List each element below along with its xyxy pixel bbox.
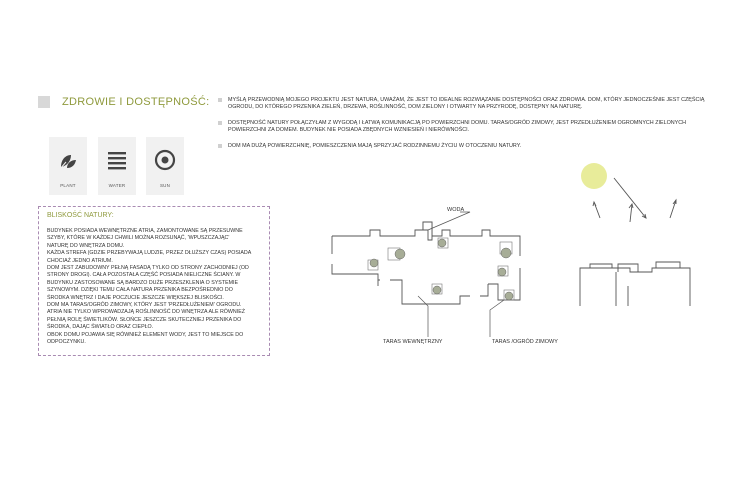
sun-circle-icon [154,149,176,171]
inner-terrace-label: TARAS WEWNĘTRZNY [383,339,443,345]
leaf-icon [57,149,79,171]
plant-card [49,137,87,195]
plant-label: PLANT [60,183,76,188]
water-lines-icon [106,149,128,171]
intro-paragraph-1: MYŚLĄ PRZEWODNIĄ MOJEGO PROJEKTU JEST NATURA, UWAŻAM, ŻE JEST TO IDEALNE ROZWIĄZANIE DOSTĘPNOŚCI ORAZ ZDROWIA. DOM, KTÓRY JEDNOCZEŚNIE JEST CZĘŚCIĄ OGRODU, DO KTÓREGO PRZENIKA ZIELEŃ, DRZEWA, ROŚLINNOŚĆ, DOM ZIELONY I OTWARTY NA PRZYRODĘ, DOSTĘPNY NA NATURĘ. [218,97,706,111]
sun-disc [581,163,607,189]
water-label-text: WODA [447,207,465,213]
sun-card [146,137,184,195]
water-card [98,137,136,195]
building-section [580,262,690,306]
sun-rays [593,178,676,222]
plan-atria [368,238,514,300]
intro-paragraph-2: DOSTĘPNOŚĆ NATURY POŁĄCZYŁAM Z WYGODĄ I ŁATWĄ KOMUNIKACJĄ PO POWIERZCHNI DOMU. TARAS/OGRÓD ZIMOWY, JEST PRZEDŁUŻENIEM OGROMNYCH ZIELONYCH POWIERZCHNI ZA DOMEM. BUDYNEK NIE POSIADA ZBĘDNYCH WZNIESIEŃ I NIERÓWNOŚCI. [218,120,706,134]
sun-label: SUN [159,183,171,188]
bullet-square-icon [218,144,222,148]
water-label: WATER [108,183,126,188]
section-heading [38,96,209,108]
winter-garden-label: TARAS /OGRÓD ZIMOWY [492,339,558,345]
plan-walls [332,222,520,304]
section-sun-diagram [570,156,700,316]
floor-plan [320,200,540,360]
bullet-square-icon [218,98,222,102]
bullet-square-icon [218,121,222,125]
heading-square-icon [38,96,50,108]
nature-proximity-text: BUDYNEK POSIADA WEWNĘTRZNE ATRIA, ZAMONTOWANE SĄ PRZESUWNE SZYBY, KTÓRE W KAŻDEJ CHWILI MOŻNA ROZSUNĄĆ, 'WPUSZCZAJĄC' NATURĘ DO WNĘTRZA DOMU. KAŻDA STREFA (GDZIE PRZEBYWAJĄ LUDZIE, PRZEZ DŁUŻSZY CZAS) POSIADA CHOCIAŻ JEDNO ATRIUM. DOM JEST ZABUDOWNY PEŁNĄ FASADĄ TYLKO OD STRONY ZACHODNIEJ (OD STRONY DROGI). CAŁA POZOSTAŁA CZĘŚĆ POSIADA NIELICZNE ŚCIANY. W BUDYNKU ZASTOSOWANE SĄ BARDZO DUŻE PRZESZKLENIA O SYSTEMIE SZYNOWYM. DZIĘKI TEMU CAŁA NATURA PRZENIKA BEZPOŚREDNIO DO ŚRODKA WNĘTRZ I DAJE POCZUCIE JESZCZE WIĘKSZEJ BLISKOŚCI. DOM MA TARAS/OGRÓD ZIMOWY, KTÓRY JEST 'PRZEDŁUŻENIEM' OGRODU. ATRIA NIE TYLKO WPROWADZAJĄ ROŚLINNOŚĆ DO WNĘTRZA ALE RÓWNIEŻ PEŁNIĄ ROLĘ ŚWIETLIKÓW. SŁOŃCE JESZCZE SKUTECZNIEJ PRZENIKA DO ŚRODKA, DAJĄC ŚWIATŁO ORAZ CIEPŁO. OBOK DOMU POJAWIA SIĘ RÓWNIEŻ ELEMENT WODY, JEST TO MIEJSCE DO ODPOCZYNKU. [47,228,252,346]
plan-water [423,222,432,240]
heading-title: ZDROWIE I DOSTĘPNOŚĆ: [62,96,210,108]
nature-proximity-title: BLISKOŚĆ NATURY: [47,212,114,219]
intro-paragraph-3: DOM MA DUŻĄ POWIERZCHNIĘ, POMIESZCZENIA MAJĄ SPRZYJAĆ RODZINNEMU ŻYCIU W OTOCZENIU NATURY. [218,143,706,150]
